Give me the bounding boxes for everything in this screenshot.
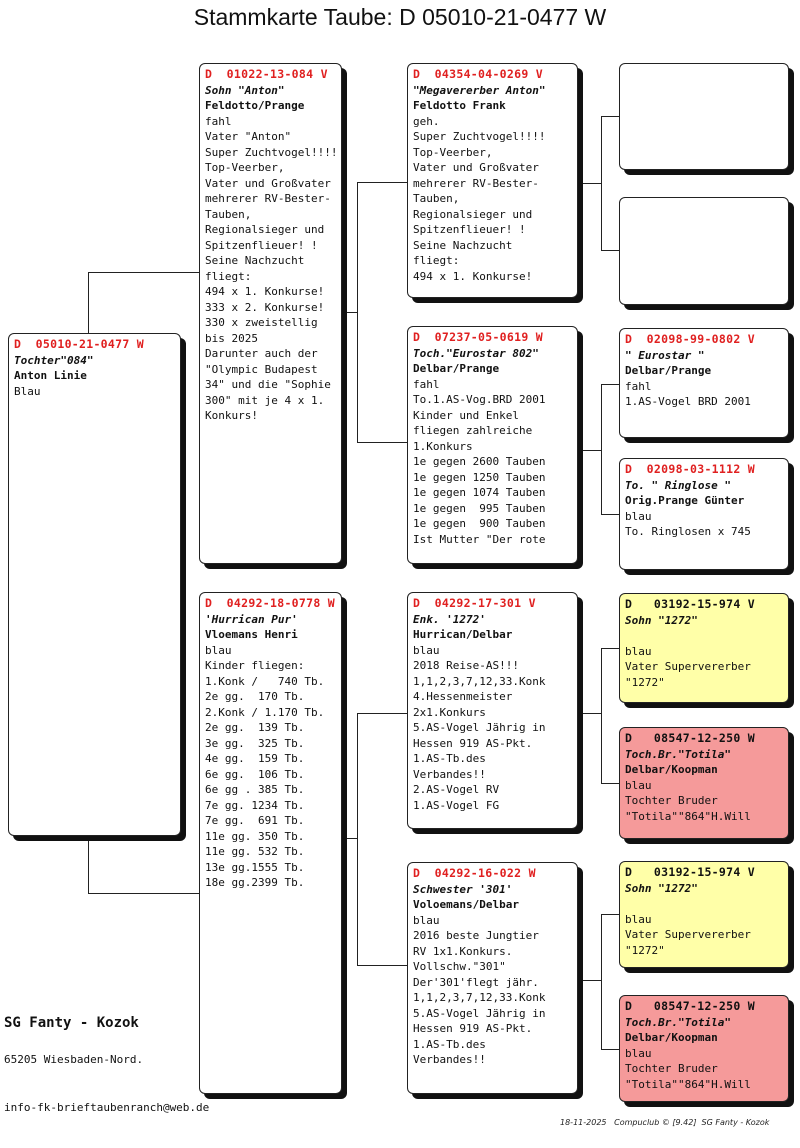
info-line: Verbandes!! [413, 1053, 486, 1066]
ring-number: D 04292-17-301 V [413, 596, 536, 610]
connector [601, 1049, 619, 1050]
info-line: Der'301'flegt jähr. [413, 975, 539, 989]
info-line: 300" mit je 4 x 1. [205, 393, 325, 407]
pigeon-name: Schwester '301' [413, 882, 513, 896]
owner-address: 65205 Wiesbaden-Nord. [4, 1053, 144, 1066]
ring-number: D 04292-16-022 W [413, 866, 536, 880]
breeder-name: Vloemans Henri [205, 628, 298, 641]
connector [601, 514, 619, 515]
info-line: "1272" [625, 943, 665, 957]
pigeon-name: " Eurostar " [625, 348, 705, 362]
info-line: blau [413, 913, 440, 927]
pigeon-card-ggp-6 [619, 727, 789, 839]
breeder-name: Delbar/Prange [625, 364, 712, 377]
info-line: 1.AS-Vogel BRD 2001 [625, 395, 751, 408]
ring-number: D 05010-21-0477 W [14, 337, 145, 351]
info-line: 11e gg. 532 Tb. [205, 845, 305, 858]
ring-number: D 03192-15-974 V [625, 597, 756, 611]
ring-number: D 01022-13-084 V [205, 67, 328, 81]
info-line: 1,1,2,3,7,12,33.Konk [413, 991, 546, 1004]
connector [357, 182, 408, 183]
info-line: Vater und Großvater [205, 176, 331, 190]
info-line: Spitzenflieuer! ! [413, 223, 526, 236]
info-line: 1e gegen 1074 Tauben [413, 486, 546, 499]
pigeon-card-paternal-grandfather [407, 63, 578, 298]
info-line: Kinder fliegen: [205, 659, 305, 672]
info-line: fahl [205, 114, 232, 128]
pigeon-name: Toch."Eurostar 802" [413, 346, 539, 360]
info-line: 1.AS-Tb.des [413, 1037, 486, 1051]
connector [357, 442, 408, 443]
info-line: Tauben, [413, 192, 460, 205]
info-line: Hessen 919 AS-Pkt. [413, 736, 533, 750]
ring-number: D 02098-03-1112 W [625, 462, 756, 476]
breeder-name: Feldotto/Prange [205, 99, 305, 112]
connector [342, 312, 358, 313]
ring-number: D 02098-99-0802 V [625, 332, 756, 346]
info-line: Tauben, [205, 207, 252, 221]
info-line: 1e gegen 900 Tauben [413, 517, 546, 530]
pigeon-name: "Megavererber Anton" [413, 83, 546, 97]
connector [88, 893, 200, 894]
info-line: fliegt: [413, 254, 460, 267]
info-line: Spitzenflieuer! ! [205, 238, 318, 252]
connector [601, 250, 619, 251]
connector [88, 272, 89, 334]
info-line: blau [625, 644, 652, 658]
info-line: 18e gg.2399 Tb. [205, 876, 305, 889]
info-line: 2016 beste Jungtier [413, 929, 539, 942]
connector [601, 384, 602, 514]
pigeon-card-maternal-grandmother [407, 862, 578, 1094]
info-line: Tochter Bruder [625, 1062, 718, 1075]
info-line: Vollschw."301" [413, 960, 506, 973]
info-line: geh. [413, 114, 440, 128]
connector [578, 450, 602, 451]
pigeon-card-ggp-3 [619, 328, 789, 438]
info-line: fahl [413, 377, 440, 391]
connector [88, 838, 89, 893]
owner-name: SG Fanty - Kozok [4, 1015, 139, 1031]
info-line: 1.AS-Vogel FG [413, 798, 500, 812]
info-line: Top-Veerber, [205, 161, 285, 174]
connector [88, 272, 200, 273]
connector [601, 648, 619, 649]
info-line: 6e gg . 385 Tb. [205, 783, 305, 796]
info-line: 1,1,2,3,7,12,33.Konk [413, 674, 546, 688]
pigeon-name: Sohn "Anton" [205, 83, 285, 97]
connector [601, 116, 619, 117]
ring-number: D 08547-12-250 W [625, 999, 756, 1013]
info-line: 11e gg. 350 Tb. [205, 829, 305, 843]
pigeon-card-ggp-4 [619, 458, 789, 570]
info-line: Hessen 919 AS-Pkt. [413, 1022, 533, 1035]
breeder-name: Delbar/Prange [413, 362, 500, 375]
info-line: blau [625, 1046, 652, 1060]
info-line: blau [205, 643, 232, 657]
info-line: 2e gg. 139 Tb. [205, 721, 305, 734]
info-line: Verbandes!! [413, 767, 486, 781]
info-line: bis 2025 [205, 331, 258, 345]
info-line: 13e gg.1555 Tb. [205, 860, 305, 874]
pigeon-name: 'Hurrican Pur' [205, 612, 298, 626]
info-line: Vater Supervererber [625, 928, 751, 941]
breeder-name: Feldotto Frank [413, 99, 506, 112]
footer-note: 18-11-2025 Compuclub © [9.42] SG Fanty - Kozok [560, 1118, 770, 1127]
breeder-name: Anton Linie [14, 369, 87, 382]
info-line: blau [625, 509, 652, 523]
pigeon-card-father [199, 63, 342, 564]
connector [601, 914, 602, 1049]
breeder-name: Orig.Prange Günter [625, 494, 745, 507]
info-line: Super Zuchtvogel!!!! [205, 145, 338, 159]
info-line: blau [413, 643, 440, 657]
info-line: 7e gg. 691 Tb. [205, 814, 305, 827]
info-line: 1.Konk / 740 Tb. [205, 674, 325, 688]
pigeon-card-ggp-7 [619, 861, 789, 968]
connector [357, 713, 408, 714]
pigeon-name: Sohn "1272" [625, 613, 698, 627]
info-line: 2x1.Konkurs [413, 705, 486, 719]
info-line: Super Zuchtvogel!!!! [413, 130, 546, 143]
info-line: 5.AS-Vogel Jährig in [413, 1006, 546, 1020]
connector [601, 783, 619, 784]
info-line: RV 1x1.Konkurs. [413, 944, 513, 958]
info-line: 1e gegen 2600 Tauben [413, 455, 546, 468]
info-line: Vater Supervererber [625, 660, 751, 673]
ring-number: D 04292-18-0778 W [205, 596, 336, 610]
info-line: "1272" [625, 675, 665, 689]
connector [357, 713, 358, 965]
info-line: To. Ringlosen x 745 [625, 525, 751, 538]
info-line: "Totila""864"H.Will [625, 809, 751, 823]
ring-number: D 04354-04-0269 V [413, 67, 544, 81]
info-line: 4.Hessenmeister [413, 690, 513, 703]
connector [601, 648, 602, 783]
ring-number: D 08547-12-250 W [625, 731, 756, 745]
info-line: Tochter Bruder [625, 794, 718, 807]
page-title: Stammkarte Taube: D 05010-21-0477 W [193, 4, 607, 30]
info-line: Ist Mutter "Der rote [413, 532, 546, 546]
info-line: 5.AS-Vogel Jährig in [413, 721, 546, 734]
info-line: "Olympic Budapest [205, 362, 318, 376]
pigeon-name: Enk. '1272' [413, 612, 486, 626]
info-line: mehrerer RV-Bester- [205, 192, 331, 205]
info-line: blau [625, 912, 652, 926]
breeder-name: Delbar/Koopman [625, 763, 718, 776]
pigeon-card-mother [199, 592, 342, 1094]
info-line: fliegen zahlreiche [413, 424, 533, 437]
pigeon-name: Toch.Br."Totila" [625, 1015, 731, 1029]
info-line: 4e gg. 159 Tb. [205, 752, 305, 765]
info-line: fahl [625, 379, 652, 393]
info-line: Seine Nachzucht [413, 238, 513, 252]
info-line: mehrerer RV-Bester- [413, 176, 539, 190]
breeder-name: Voloemans/Delbar [413, 898, 519, 911]
ring-number: D 07237-05-0619 W [413, 330, 544, 344]
info-line: 1e gegen 995 Tauben [413, 501, 546, 515]
info-line: Regionalsieger und [205, 223, 325, 236]
info-line: 7e gg. 1234 Tb. [205, 798, 305, 812]
info-line: 330 x zweistellig [205, 316, 318, 329]
info-line: 2e gg. 170 Tb. [205, 690, 305, 703]
pigeon-card-ggp-1 [619, 63, 789, 170]
connector [578, 713, 602, 714]
info-line: Kinder und Enkel [413, 408, 519, 422]
info-line: 34" und die "Sophie [205, 378, 331, 391]
info-line: 494 x 1. Konkurse! [205, 285, 325, 298]
info-line: 3e gg. 325 Tb. [205, 736, 305, 750]
info-line: 1e gegen 1250 Tauben [413, 470, 546, 484]
pigeon-card-subject [8, 333, 181, 836]
breeder-name: Delbar/Koopman [625, 1031, 718, 1044]
pigeon-name: Sohn "1272" [625, 881, 698, 895]
info-line: 6e gg. 106 Tb. [205, 767, 305, 781]
info-line: 1.Konkurs [413, 439, 473, 453]
pigeon-card-ggp-2 [619, 197, 789, 305]
connector [342, 838, 358, 839]
connector [578, 183, 602, 184]
info-line: Blau [14, 384, 41, 398]
pigeon-name: Toch.Br."Totila" [625, 747, 731, 761]
connector [578, 980, 602, 981]
info-line: Vater und Großvater [413, 161, 539, 174]
info-line: Regionalsieger und [413, 207, 533, 221]
info-line: 1.AS-Tb.des [413, 752, 486, 765]
breeder-name: Hurrican/Delbar [413, 628, 513, 641]
info-line: Seine Nachzucht [205, 254, 305, 267]
owner-email: info-fk-brieftaubenranch@web.de [4, 1101, 210, 1114]
connector [357, 965, 408, 966]
connector [601, 914, 619, 915]
info-line: 2018 Reise-AS!!! [413, 659, 519, 672]
info-line: 2.AS-Vogel RV [413, 783, 500, 796]
info-line: Darunter auch der [205, 347, 318, 360]
pigeon-card-ggp-5 [619, 593, 789, 703]
connector [601, 384, 619, 385]
info-line: blau [625, 778, 652, 792]
info-line: Top-Veerber, [413, 145, 493, 159]
pigeon-card-paternal-grandmother [407, 326, 578, 564]
info-line: Konkurs! [205, 409, 258, 422]
info-line: 2.Konk / 1.170 Tb. [205, 705, 325, 719]
pigeon-card-maternal-grandfather [407, 592, 578, 829]
ring-number: D 03192-15-974 V [625, 865, 756, 879]
pigeon-card-ggp-8 [619, 995, 789, 1102]
pigeon-name: To. " Ringlose " [625, 478, 731, 492]
info-line: "Totila""864"H.Will [625, 1077, 751, 1091]
info-line: 494 x 1. Konkurse! [413, 269, 533, 283]
pigeon-name: Tochter"084" [14, 353, 94, 367]
info-line: fliegt: [205, 269, 252, 283]
info-line: To.1.AS-Vog.BRD 2001 [413, 393, 546, 406]
info-line: Vater "Anton" [205, 130, 292, 143]
info-line: 333 x 2. Konkurse! [205, 300, 325, 314]
